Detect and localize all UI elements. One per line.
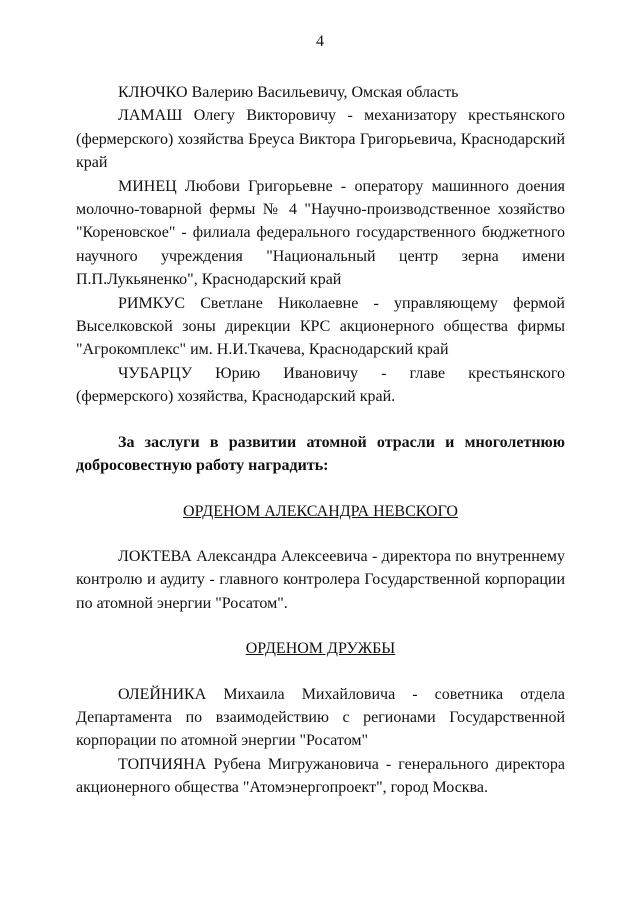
award-entry: ЛАМАШ Олегу Викторовичу - механизатору крестьянского (фермерского) хозяйства Бреуса Виктора Григорьевича, Краснодарский край (76, 107, 565, 172)
award-entry: МИНЕЦ Любови Григорьевне - оператору машинного доения молочно-товарной фермы № 4 "Научно-производственное хозяйство "Кореновское" - филиала федерального государственного бюджетного научного учреждения "Национальный центр зерна имени П.П.Лукьяненко", Краснодарский край (76, 177, 565, 289)
order-title-nevsky: ОРДЕНОМ АЛЕКСАНДРА НЕВСКОГО (183, 502, 458, 520)
award-entry: ЧУБАРЦУ Юрию Ивановичу - главе крестьянского (фермерского) хозяйства, Краснодарский край. (76, 364, 565, 406)
award-entry: РИМКУС Светлане Николаевне - управляющему фермой Выселковской зоны дирекции КРС акционерного общества фирмы "Агрокомплекс" им. Н.И.Ткачева, Краснодарский край (76, 294, 565, 359)
award-entry: ОЛЕЙНИКА Михаила Михайловича - советника отдела Департамента по взаимодействию с регионами Государственной корпорации по атомной энергии "Росатом" (76, 685, 565, 750)
order-title-friendship: ОРДЕНОМ ДРУЖБЫ (245, 640, 396, 658)
page-number: 4 (316, 33, 324, 50)
document-body (76, 81, 565, 800)
award-entry: КЛЮЧКО Валерию Васильевичу, Омская область (118, 84, 459, 101)
award-entry: ТОПЧИЯНА Рубена Мигружановича - генерального директора акционерного общества "Атомэнергопроект", город Москва. (76, 755, 565, 797)
spacer (76, 409, 565, 431)
award-entry: ЛОКТЕВА Александра Алексеевича - директора по внутреннему контролю и аудиту - главного контролера Государственной корпорации по атомной энергии "Росатом". (76, 547, 565, 612)
spacer (76, 523, 565, 545)
award-heading: За заслуги в развитии атомной отрасли и многолетнюю добросовестную работу наградить: (76, 433, 565, 475)
spacer (76, 615, 565, 637)
spacer (76, 478, 565, 500)
spacer (76, 661, 565, 683)
